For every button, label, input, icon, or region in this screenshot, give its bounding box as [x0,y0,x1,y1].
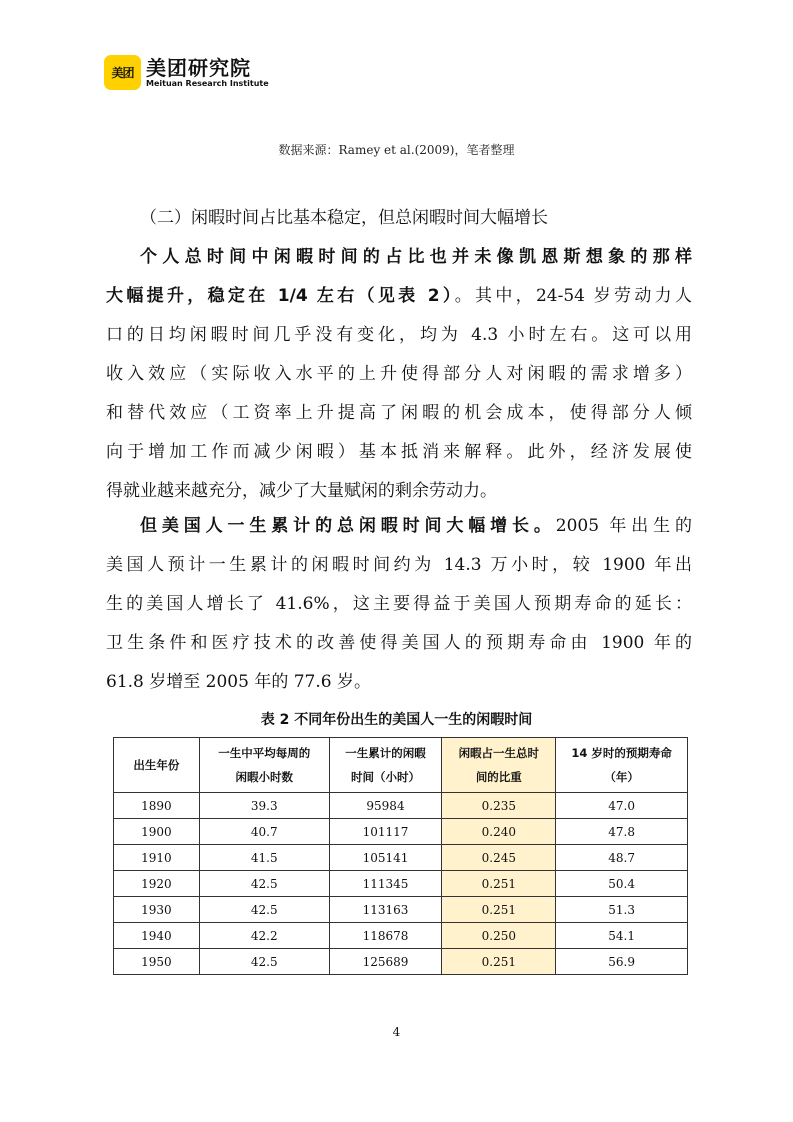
leisure-time-table [113,737,688,975]
cell-birth-year: 1930 [114,897,200,923]
logo-mark: 美团 [104,55,141,90]
header-label: 一生累计的闲暇 [345,746,426,760]
cell-weekly-hours: 40.7 [199,819,329,845]
cell-lifetime-hours: 111345 [329,871,442,897]
header-label: （年） [604,770,639,784]
cell-birth-year: 1940 [114,923,200,949]
cell-weekly-hours: 42.5 [199,897,329,923]
table-row [114,819,688,845]
table-row [114,949,688,975]
cell-life-expectancy: 56.9 [556,949,688,975]
cell-lifetime-hours: 125689 [329,949,442,975]
paragraph-1 [106,238,692,511]
cell-weekly-hours: 42.5 [199,871,329,897]
cell-life-expectancy: 47.0 [556,793,688,819]
paragraph-line: 卫生条件和医疗技术的改善使得美国人的预期寿命由 1900 年的 [106,633,692,653]
cell-lifetime-hours: 101117 [329,819,442,845]
logo-name-cn: 美团研究院 [146,55,251,80]
paragraph-line: 生的美国人增长了 41.6%，这主要得益于美国人预期寿命的延长： [106,594,692,614]
cell-weekly-hours: 42.5 [199,949,329,975]
table-row [114,897,688,923]
cell-life-expectancy: 47.8 [556,819,688,845]
header-label: 一生中平均每周的 [218,746,311,760]
table-row [114,793,688,819]
header-weekly-leisure-hours [199,738,329,793]
source-note: 数据来源：Ramey et al.(2009)，笔者整理 [278,143,515,157]
logo-text [146,57,269,89]
cell-weekly-hours: 41.5 [199,845,329,871]
table-row [114,871,688,897]
header-leisure-share [442,738,556,793]
paragraph-line: 口的日均闲暇时间几乎没有变化，均为 4.3 小时左右。这可以用 [106,325,692,345]
cell-life-expectancy: 50.4 [556,871,688,897]
paragraph-line: 收入效应（实际收入水平的上升使得部分人对闲暇的需求增多） [106,364,692,384]
table-row [114,923,688,949]
cell-leisure-share: 0.251 [442,897,556,923]
cell-life-expectancy: 51.3 [556,897,688,923]
cell-leisure-share: 0.251 [442,871,556,897]
cell-leisure-share: 0.251 [442,949,556,975]
header-label: 间的比重 [475,770,522,784]
header-birth-year [114,738,200,793]
cell-lifetime-hours: 113163 [329,897,442,923]
cell-weekly-hours: 42.2 [199,923,329,949]
cell-birth-year: 1890 [114,793,200,819]
paragraph-line: 61.8 岁增至 2005 年的 77.6 岁。 [106,672,371,692]
cell-birth-year: 1900 [114,819,200,845]
paragraph-line: 得就业越来越充分，减少了大量赋闲的剩余劳动力。 [106,481,497,501]
cell-birth-year: 1910 [114,845,200,871]
cell-life-expectancy: 54.1 [556,923,688,949]
header-label: 闲暇占一生总时 [458,746,540,760]
cell-lifetime-hours: 95984 [329,793,442,819]
paragraph-text: 2005 年出生的 [555,516,692,536]
paragraph-line: 和替代效应（工资率上升提高了闲暇的机会成本，使得部分人倾 [106,403,692,423]
paragraph-text: 。其中，24-54 岁劳动力人 [454,286,692,306]
table-row [114,845,688,871]
cell-leisure-share: 0.240 [442,819,556,845]
header-label: 时间（小时） [351,770,420,784]
bold-phrase: 但美国人一生累计的总闲暇时间大幅增长。 [140,516,556,536]
header-label: 出生年份 [133,758,180,772]
cell-lifetime-hours: 118678 [329,923,442,949]
cell-leisure-share: 0.245 [442,845,556,871]
page-number: 4 [392,1025,401,1039]
header-label: 闲暇小时数 [235,770,293,784]
paragraph-line [106,277,692,316]
header-life-expectancy-14 [556,738,688,793]
cell-leisure-share: 0.250 [442,923,556,949]
bold-phrase: 大幅提升，稳定在 1/4 左右（见表 2） [106,286,455,306]
table-header-row [114,738,688,793]
paragraph-2 [106,507,692,702]
paragraph-line: 美国人预计一生累计的闲暇时间约为 14.3 万小时，较 1900 年出 [106,555,692,575]
table-title: 表 2 不同年份出生的美国人一生的闲暇时间 [260,712,533,728]
logo-name-en: Meituan Research Institute [146,78,269,88]
cell-life-expectancy: 48.7 [556,845,688,871]
paragraph-line: 向于增加工作而减少闲暇）基本抵消来解释。此外，经济发展使 [106,442,692,462]
header-label: 14 岁时的预期寿命 [571,746,672,760]
meituan-logo [104,55,269,90]
header-lifetime-leisure-hours [329,738,442,793]
cell-lifetime-hours: 105141 [329,845,442,871]
paragraph-line: 个人总时间中闲暇时间的占比也并未像凯恩斯想象的那样 [140,247,692,267]
cell-birth-year: 1920 [114,871,200,897]
paragraph-line [106,507,692,546]
cell-weekly-hours: 39.3 [199,793,329,819]
cell-leisure-share: 0.235 [442,793,556,819]
section-heading: （二）闲暇时间占比基本稳定，但总闲暇时间大幅增长 [140,208,548,228]
cell-birth-year: 1950 [114,949,200,975]
